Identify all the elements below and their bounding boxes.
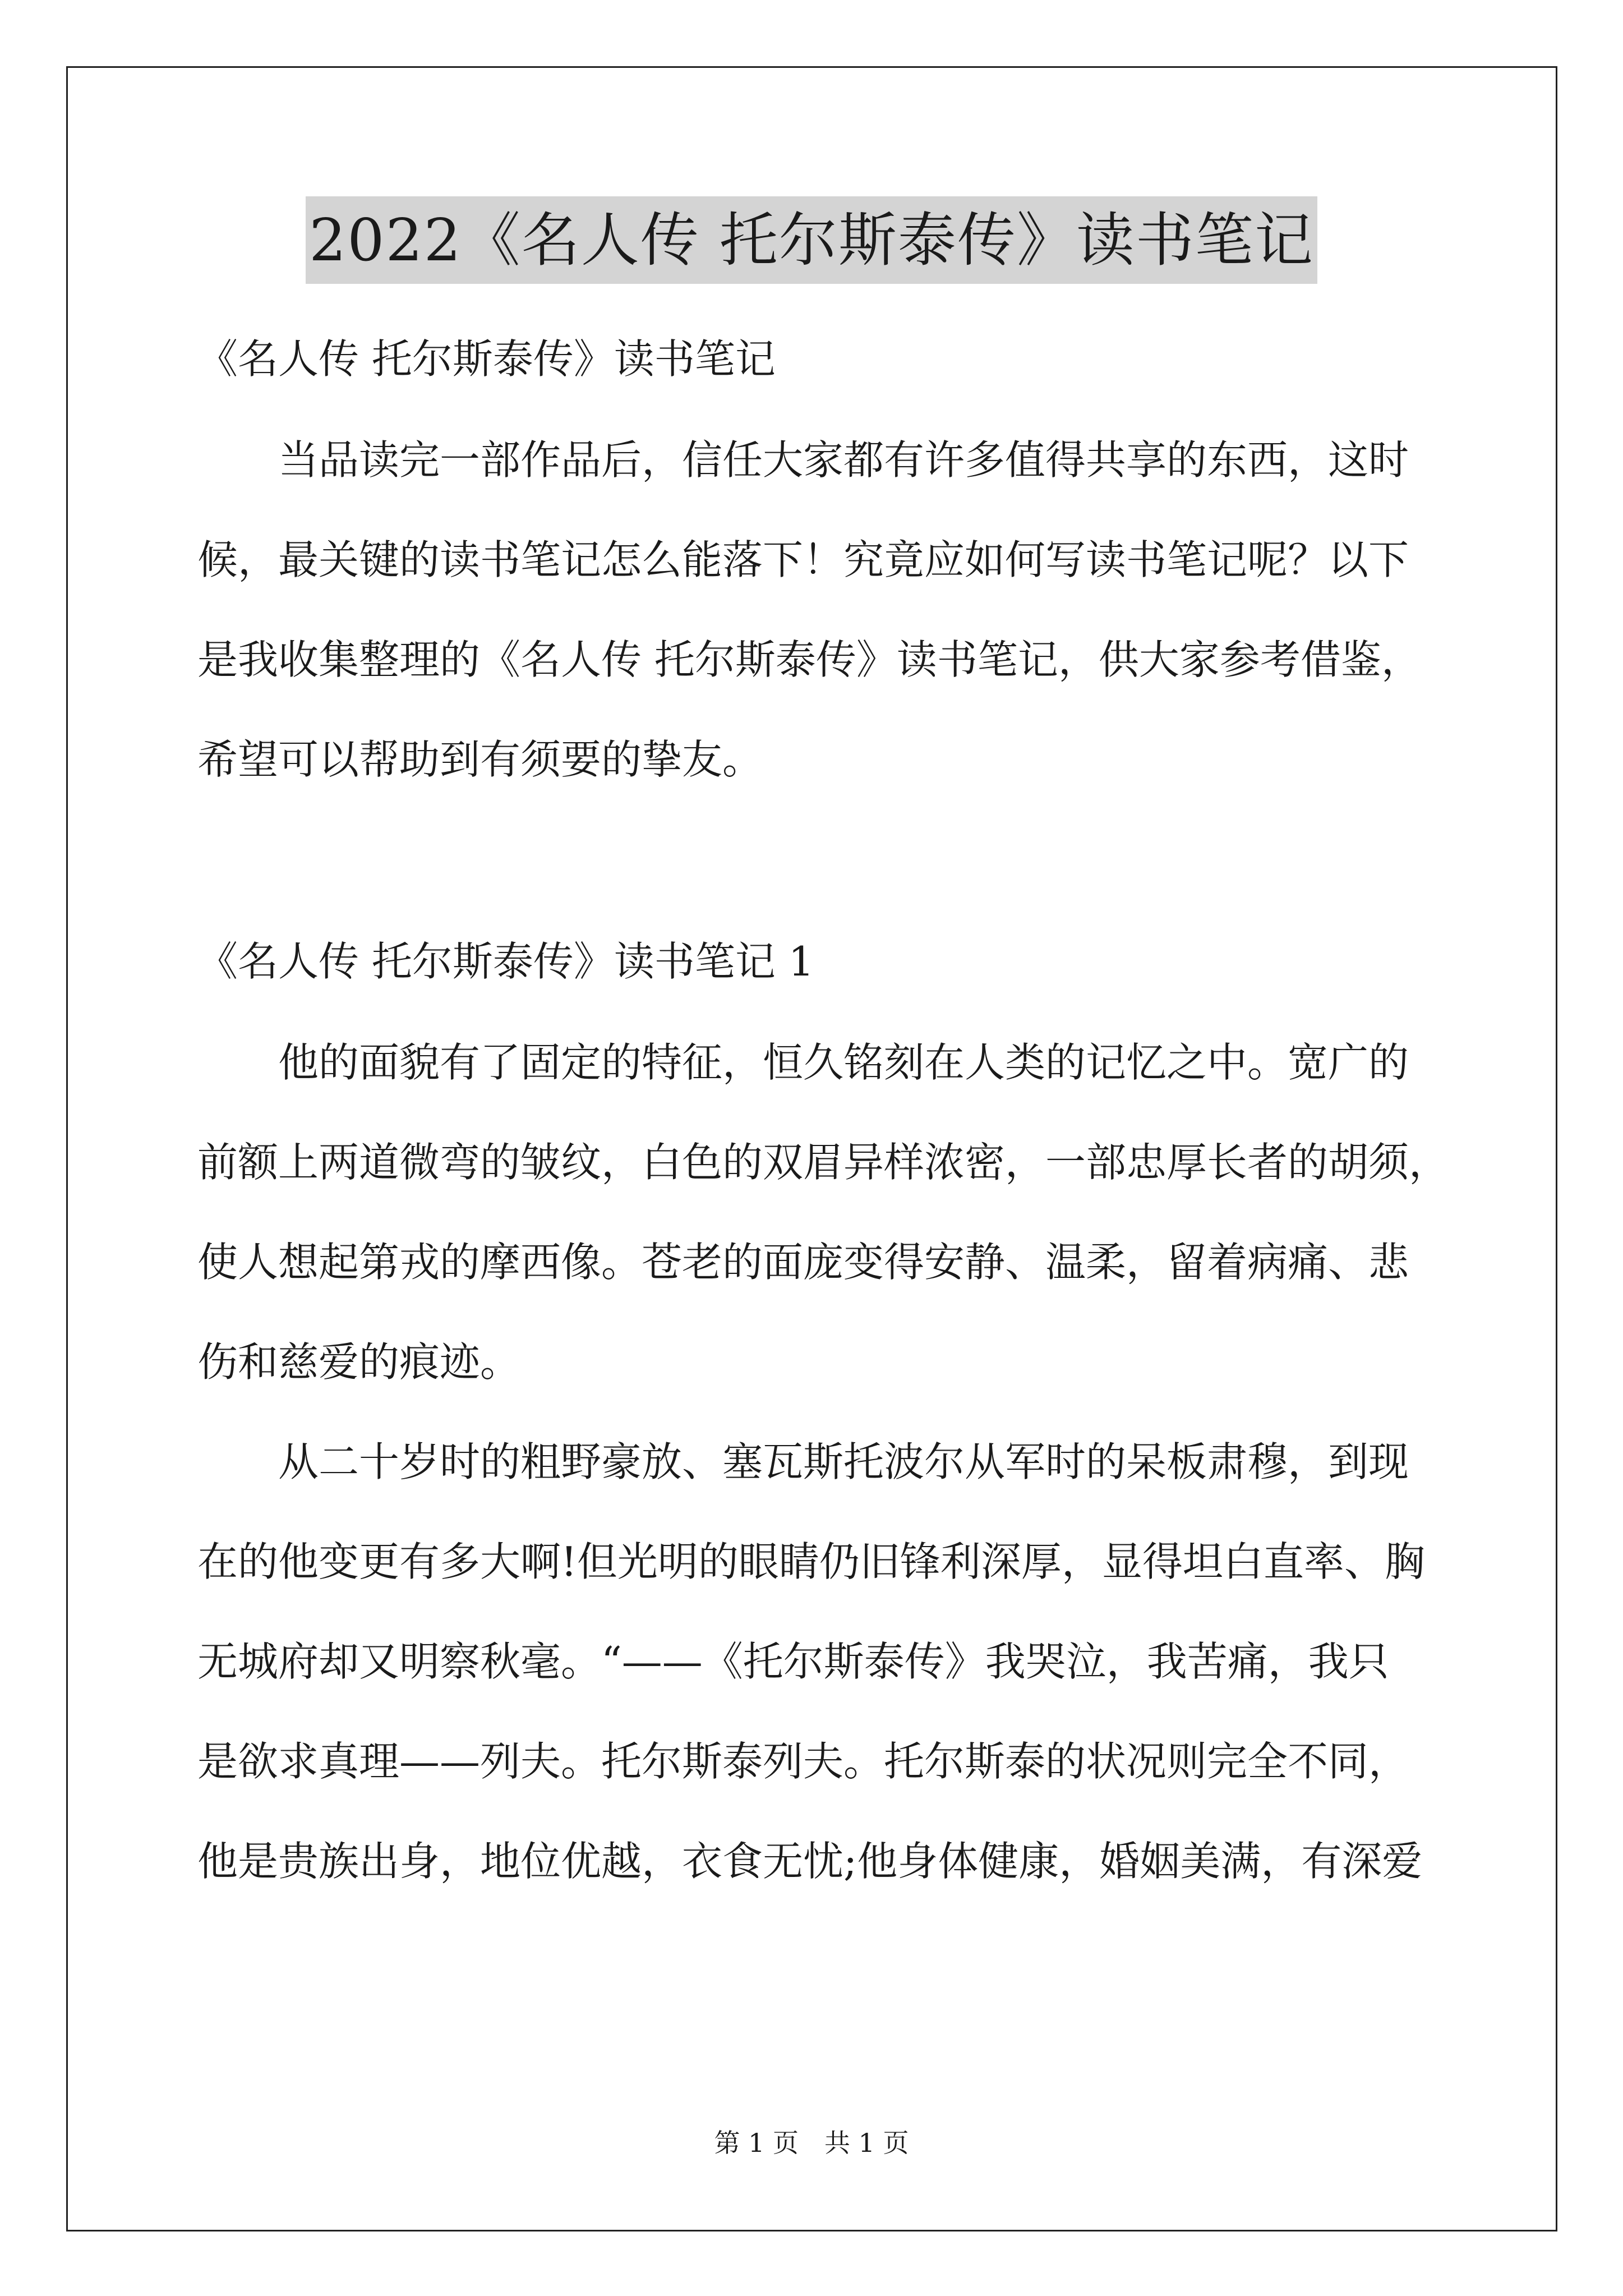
paragraph-line: 候，最关键的读书笔记怎么能落下！究竟应如何写读书笔记呢？以下 — [197, 536, 1409, 583]
section-1-paragraph-1 — [197, 1034, 1487, 1390]
intro-subheading: 《名人传 托尔斯泰传》读书笔记 — [197, 335, 776, 383]
paragraph-line: 前额上两道微弯的皱纹，白色的双眉异样浓密，一部忠厚长者的胡须， — [197, 1139, 1450, 1186]
paragraph-line: 在的他变更有多大啊!但光明的眼睛仍旧锋利深厚，显得坦白直率、胸 — [197, 1538, 1425, 1585]
paragraph-line: 使人想起第戎的摩西像。苍老的面庞变得安静、温柔，留着病痛、悲 — [197, 1239, 1409, 1286]
paragraph-line: 从二十岁时的粗野豪放、塞瓦斯托波尔从军时的呆板肃穆，到现 — [278, 1438, 1409, 1485]
paragraph-line: 他的面貌有了固定的特征，恒久铭刻在人类的记忆之中。宽广的 — [278, 1039, 1409, 1086]
page-footer: 第 1 页 共 1 页 — [714, 2128, 909, 2158]
paragraph-line: 是欲求真理——列夫。托尔斯泰列夫。托尔斯泰的状况则完全不同， — [197, 1738, 1409, 1785]
paragraph-line: 是我收集整理的《名人传 托尔斯泰传》读书笔记，供大家参考借鉴， — [197, 636, 1422, 683]
paragraph-line: 伤和慈爱的痕迹。 — [197, 1338, 521, 1386]
paragraph-line: 他是贵族出身，地位优越，衣食无忧;他身体健康，婚姻美满，有深爱 — [197, 1838, 1423, 1885]
paragraph-line: 当品读完一部作品后，信任大家都有许多值得共享的东西，这时 — [278, 436, 1409, 484]
section-1-paragraph-2 — [197, 1434, 1487, 1889]
paragraph-line: 无城府却又明察秋毫。“——《托尔斯泰传》我哭泣，我苦痛，我只 — [197, 1638, 1389, 1685]
paragraph-line: 希望可以帮助到有须要的挚友。 — [197, 736, 763, 783]
document-title: 2022《名人传 托尔斯泰传》读书笔记 — [306, 196, 1317, 284]
document-body — [197, 309, 1487, 1889]
title-container — [0, 196, 1623, 284]
section-1-heading: 《名人传 托尔斯泰传》读书笔记 1 — [197, 938, 814, 985]
intro-paragraph — [197, 432, 1487, 788]
